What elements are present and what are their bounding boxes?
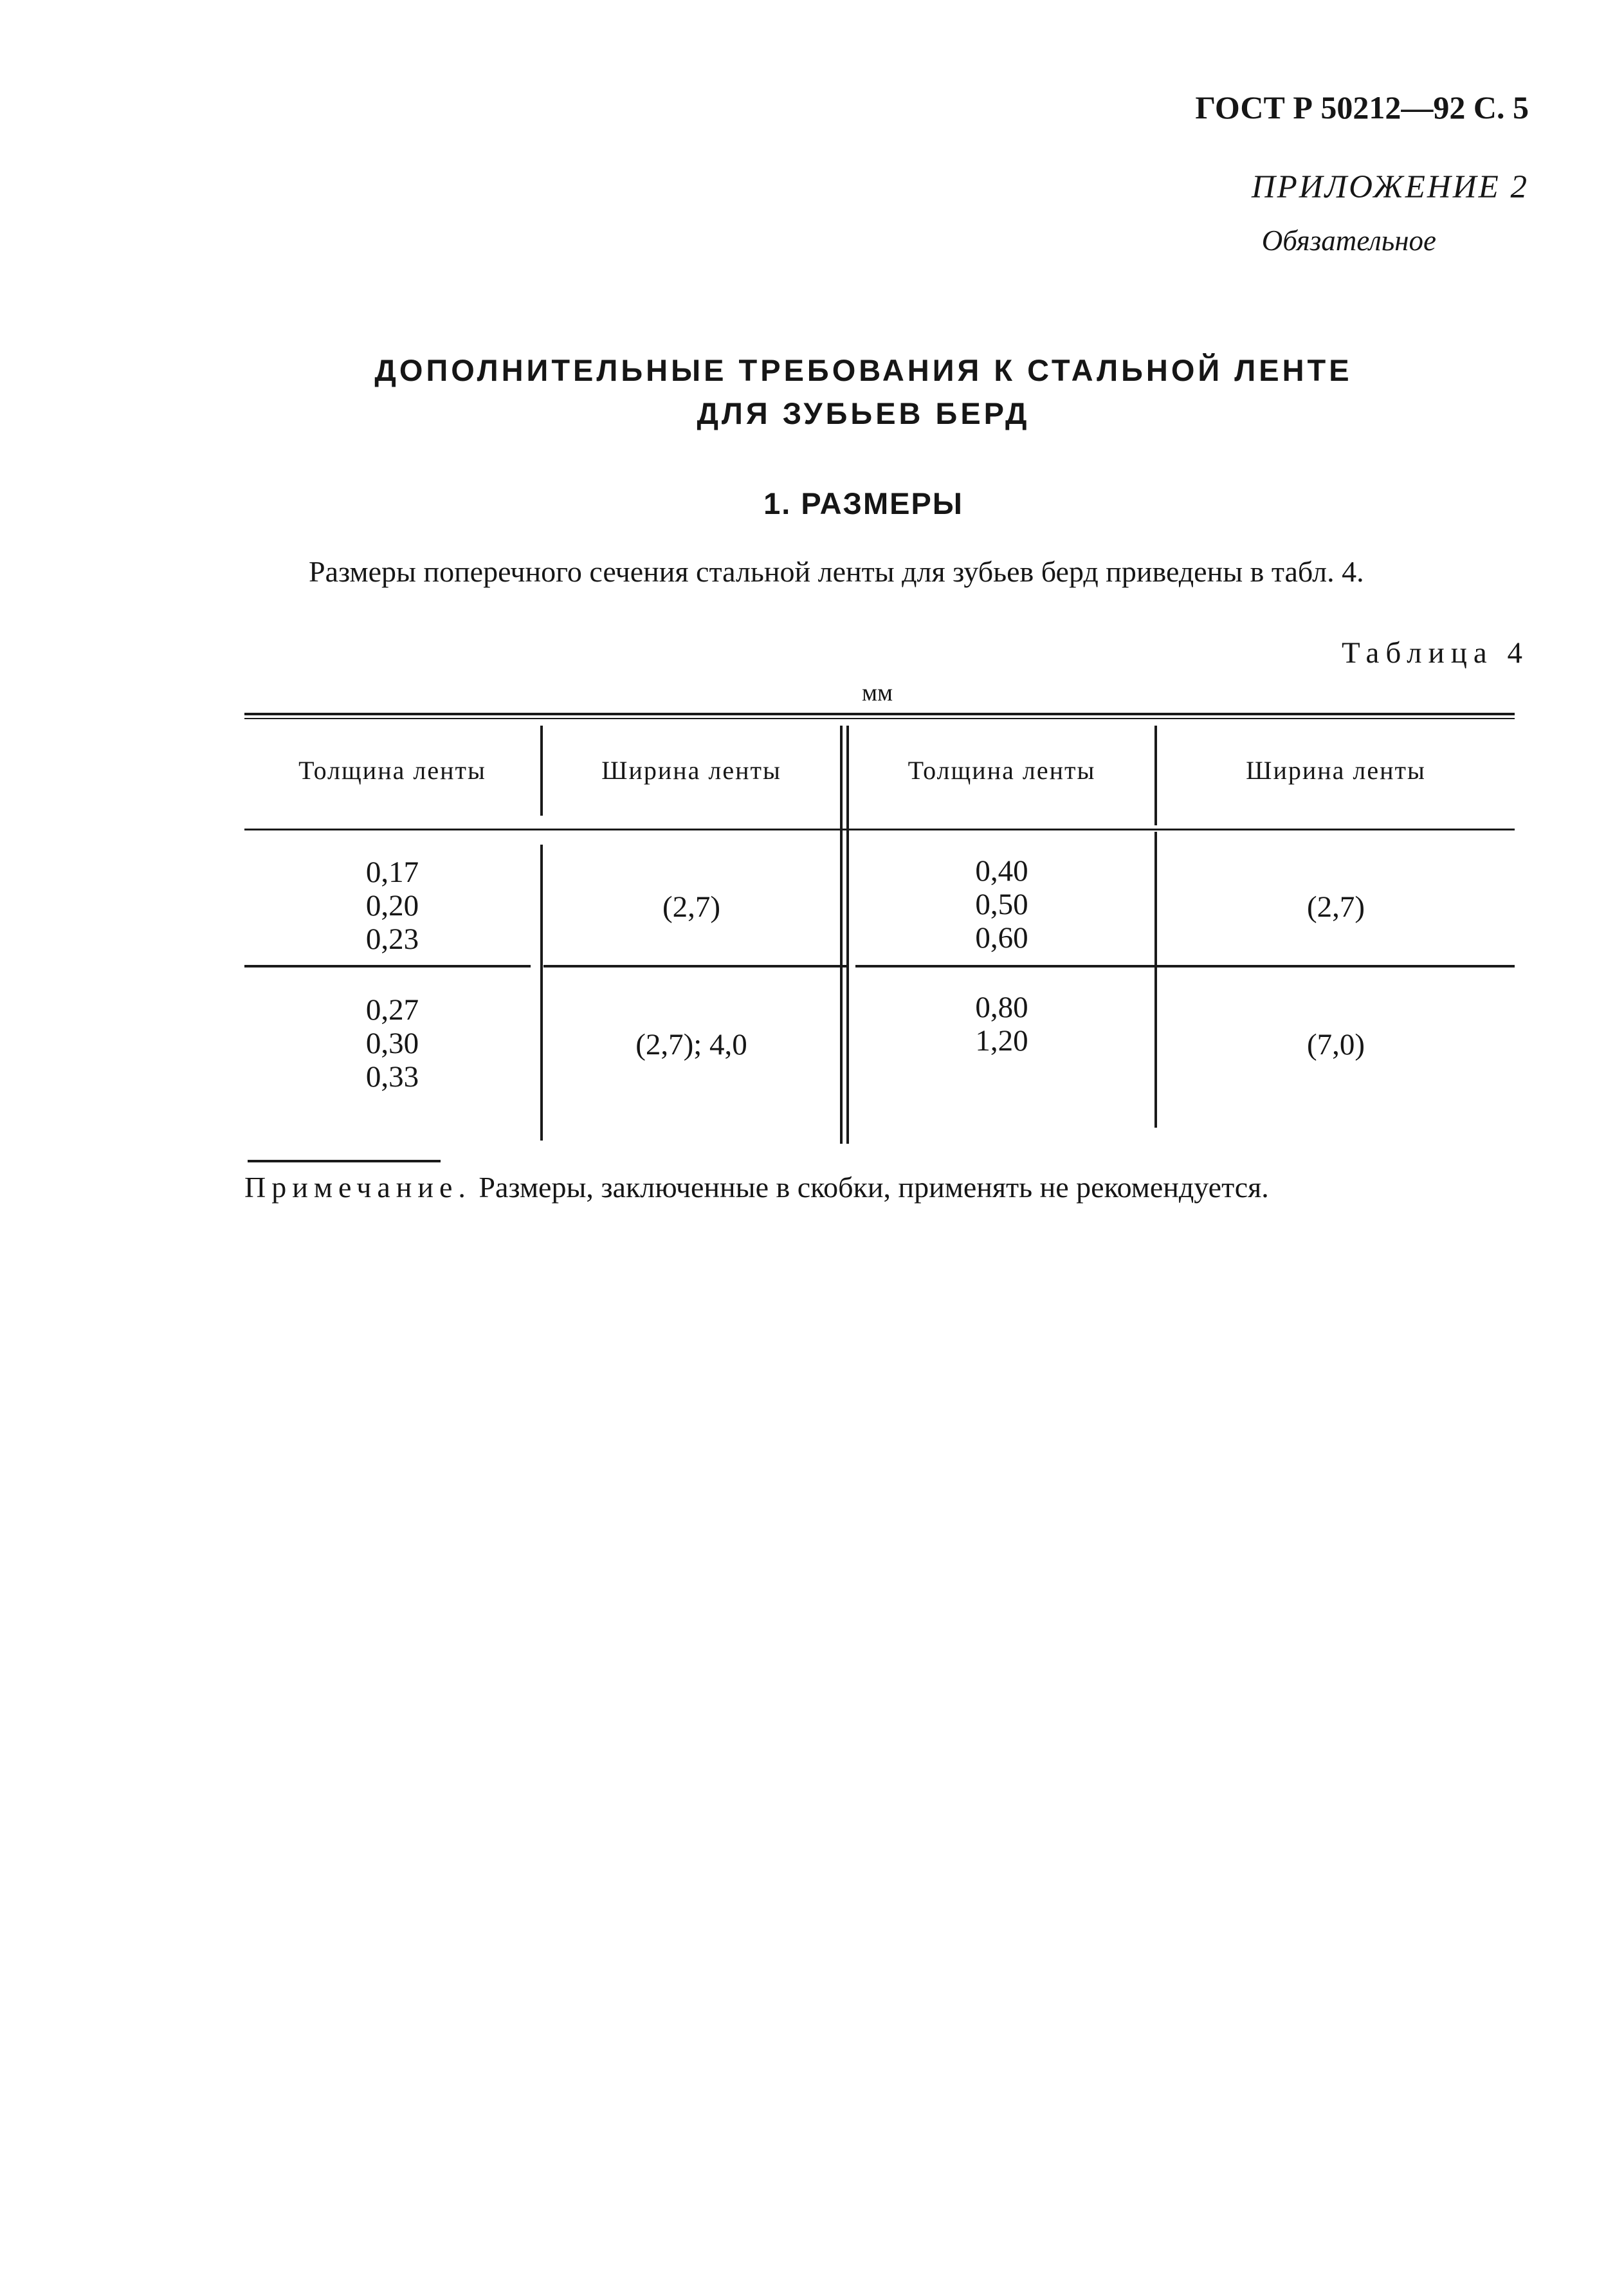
intro-paragraph: Размеры поперечного сечения стальной ленты для зубьев берд приведены в табл. 4. <box>309 555 1364 588</box>
thickness-value: 0,80 <box>975 991 1028 1024</box>
thickness-value: 0,33 <box>365 1060 419 1094</box>
row2-thickness-right <box>849 991 1154 1058</box>
note-rule <box>248 1160 441 1162</box>
thickness-value: 0,40 <box>975 854 1028 888</box>
row-separator-left <box>244 965 531 967</box>
note-text: Размеры, заключенные в скобки, применять не рекомендуется. <box>479 1171 1269 1204</box>
thickness-value: 0,27 <box>365 993 419 1027</box>
table-note <box>244 1168 1518 1207</box>
dimensions-table <box>244 713 1515 1144</box>
header-thickness-left: Толщина ленты <box>298 756 486 785</box>
table-caption: Таблица 4 <box>1341 636 1529 670</box>
header-separator <box>244 829 1515 830</box>
thickness-value: 0,30 <box>365 1027 419 1060</box>
table-top-border <box>244 713 1515 715</box>
thickness-value: 0,50 <box>975 888 1028 921</box>
thickness-value: 1,20 <box>975 1024 1028 1058</box>
row-separator-right <box>855 965 1515 967</box>
thickness-value: 0,23 <box>365 922 419 956</box>
col-divider-double-a <box>840 726 843 1144</box>
appendix-status: Обязательное <box>1261 225 1436 257</box>
row2-width-left: (2,7); 4,0 <box>635 1028 747 1061</box>
row2-width-right: (7,0) <box>1306 1028 1365 1061</box>
thickness-value: 0,20 <box>365 889 419 922</box>
header-width-right: Ширина ленты <box>1246 756 1426 785</box>
header-width-left: Ширина ленты <box>601 756 781 785</box>
row1-thickness-left <box>244 856 540 956</box>
row-separator-mid <box>543 965 849 967</box>
note-label: Примечание. <box>244 1171 471 1204</box>
header-thickness-right: Толщина ленты <box>908 756 1096 785</box>
table-units: мм <box>862 679 893 706</box>
col-divider-1-body <box>540 845 543 1141</box>
document-title-line-1: ДОПОЛНИТЕЛЬНЫЕ ТРЕБОВАНИЯ К СТАЛЬНОЙ ЛЕНТЕ <box>374 353 1353 387</box>
page-header: ГОСТ Р 50212—92 С. 5 <box>1195 89 1529 125</box>
row1-thickness-right <box>849 854 1154 955</box>
row1-width-right: (2,7) <box>1306 890 1365 924</box>
table-top-border-inner <box>244 718 1515 719</box>
appendix-label: ПРИЛОЖЕНИЕ 2 <box>1251 169 1529 205</box>
thickness-value: 0,17 <box>365 856 419 889</box>
row1-width-left: (2,7) <box>662 890 721 924</box>
section-heading: 1. РАЗМЕРЫ <box>763 486 963 520</box>
col-divider-3-body <box>1154 832 1157 1128</box>
thickness-value: 0,60 <box>975 921 1028 955</box>
row2-thickness-left <box>244 993 540 1094</box>
document-title-line-2: ДЛЯ ЗУБЬЕВ БЕРД <box>697 396 1030 430</box>
